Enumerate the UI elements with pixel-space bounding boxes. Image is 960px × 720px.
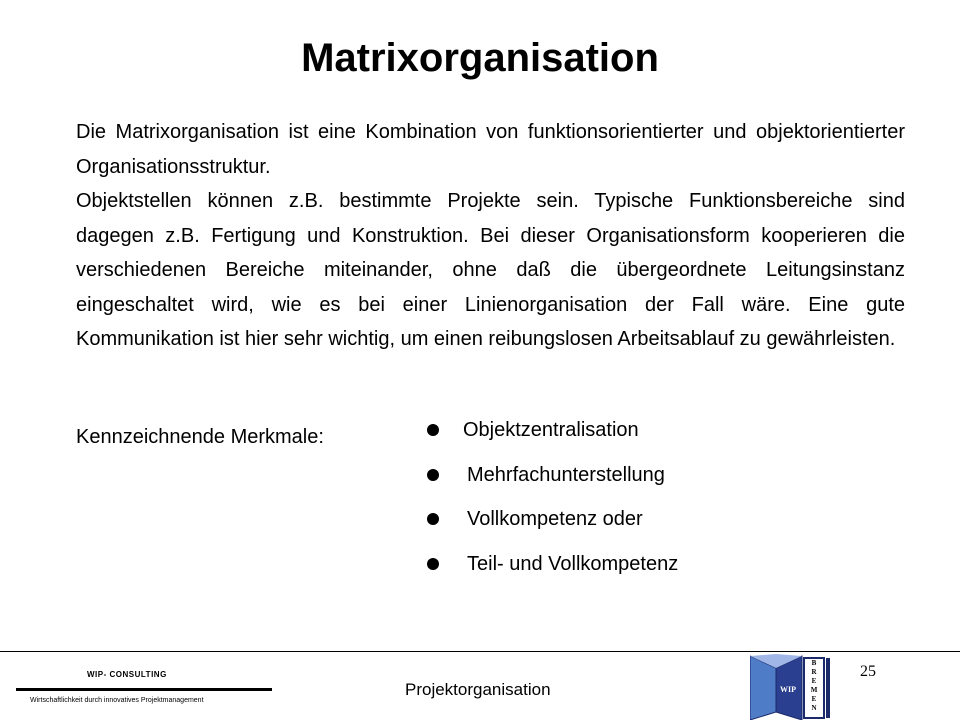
merkmale-list	[427, 410, 678, 588]
bullet-icon	[427, 424, 439, 436]
merkmale-label: Kennzeichnende Merkmale:	[76, 426, 324, 448]
logo-text: WIP	[780, 685, 796, 694]
list-item-label: Teil- und Vollkompetenz	[467, 552, 679, 575]
list-item-label: Mehrfachunterstellung	[467, 463, 665, 486]
paragraph-explanation: Objektstellen können z.B. bestimmte Projekte sein. Typische Funktionsbereiche sind dagegen z.B. Fertigung und Konstruktion. Bei dieser Organisationsform kooperieren die verschiedenen Bereiche miteinander, ohne daß die übergeordnete Leitungsinstanz eingeschaltet wird, wie es bei einer Linienorganisation der Fall wäre. Eine gute Kommunikation ist hier sehr wichtig, um einen reibungslosen Arbeitsablauf zu gewährleisten.	[76, 190, 905, 350]
logo-letter: B	[811, 659, 817, 667]
logo-letter: R	[811, 668, 817, 676]
bullet-icon	[427, 469, 439, 481]
logo-letter: N	[811, 704, 817, 712]
page-number: 25	[860, 663, 876, 680]
paragraph-definition: Die Matrixorganisation ist eine Kombination von funktionsorientierter und objektorientierter Organisationsstruktur.	[76, 121, 905, 178]
bullet-icon	[427, 558, 439, 570]
slide-title: Matrixorganisation	[301, 36, 659, 80]
list-item-label: Objektzentralisation	[463, 419, 639, 441]
bullet-icon	[427, 513, 439, 525]
body-text	[76, 115, 905, 357]
brand-name: WIP- CONSULTING	[87, 670, 167, 679]
logo-letter: E	[811, 677, 817, 685]
logo-letter: E	[811, 695, 817, 703]
list-item	[427, 455, 678, 500]
wip-bremen-logo	[750, 654, 832, 720]
brand-tagline: Wirtschaftlichkeit durch innovatives Projektmanagement	[30, 697, 204, 704]
footer-divider	[0, 651, 960, 652]
list-item-label: Vollkompetenz oder	[467, 508, 643, 530]
logo-letter: M	[810, 686, 818, 694]
list-item	[427, 410, 678, 455]
list-item	[427, 499, 678, 544]
footer-section-title: Projektorganisation	[405, 680, 551, 699]
brand-rule	[16, 688, 272, 691]
list-item	[427, 544, 678, 589]
